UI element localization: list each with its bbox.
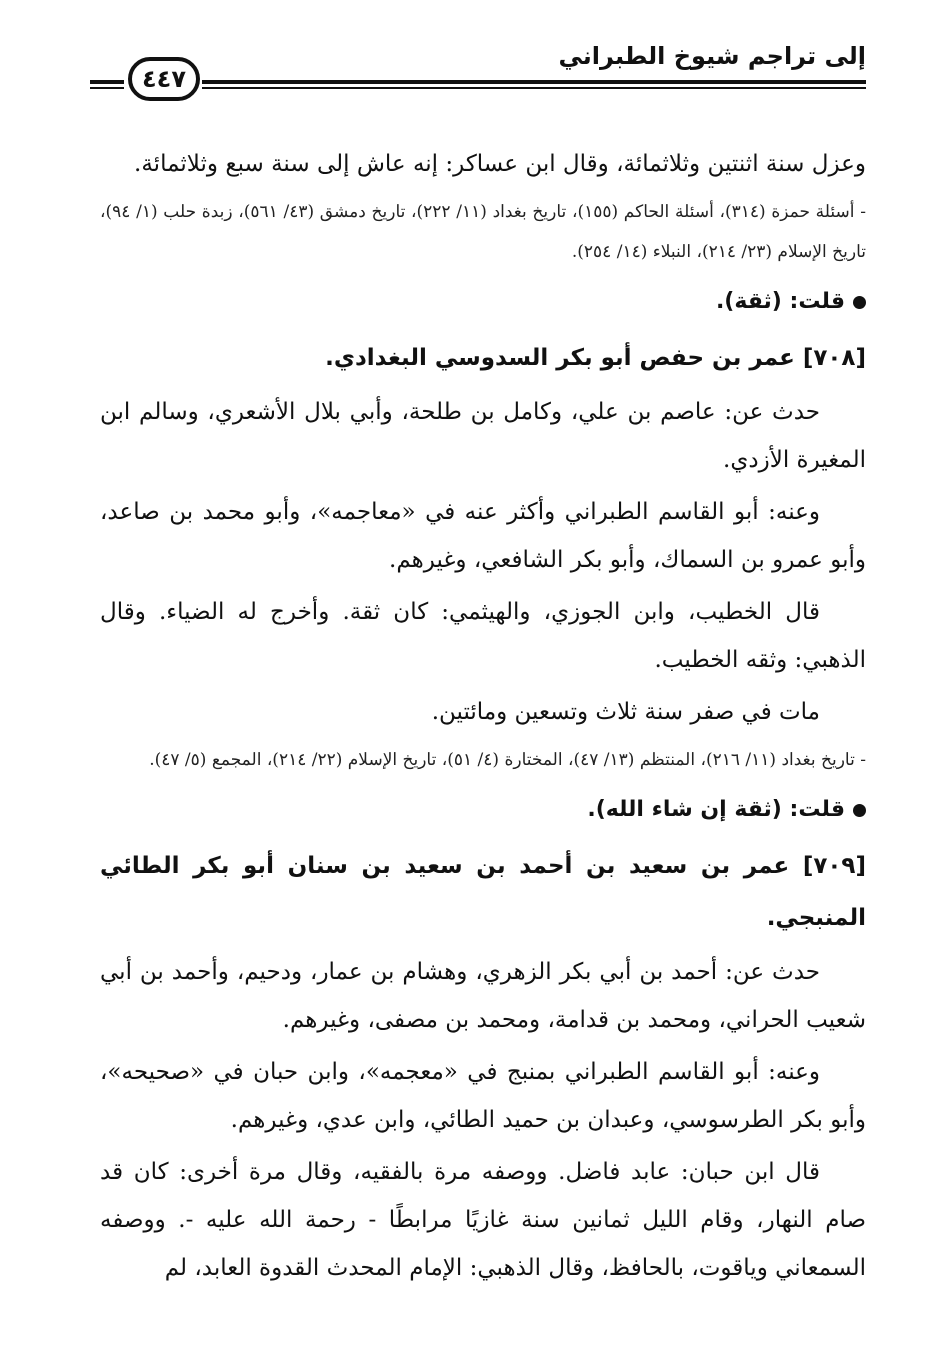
verdict-line: [100, 786, 866, 834]
page-header: [90, 40, 866, 100]
paragraph: وعنه: أبو القاسم الطبراني وأكثر عنه في «معاجمه»، وأبو محمد بن صاعد، وأبو عمرو بن السماك، وأبو بكر الشافعي، وغيرهم.: [100, 499, 866, 573]
running-title: إلى تراجم شيوخ الطبراني: [558, 42, 866, 70]
header-rule: [202, 80, 866, 84]
header-rule-left: [90, 80, 124, 84]
paragraph: حدث عن: عاصم بن علي، وكامل بن طلحة، وأبي بلال الأشعري، وسالم ابن المغيرة الأزدي.: [100, 399, 866, 473]
sources-note: - أسئلة حمزة (٣١٤)، أسئلة الحاكم (١٥٥)، تاريخ بغداد (١١/ ٢٢٢)، تاريخ دمشق (٤٣/ ٥٦١)، زبدة حلب (١/ ٩٤)، تاريخ الإسلام (٢٣/ ٢١٤)، النبلاء (١٤/ ٢٥٤).: [100, 202, 866, 262]
header-rule-thin: [202, 87, 866, 89]
page-number: ٤٤٧: [128, 57, 200, 101]
paragraph: قال الخطيب، وابن الجوزي، والهيثمي: كان ثقة. وأخرج له الضياء. وقال الذهبي: وثقه الخطيب.: [100, 599, 866, 673]
verdict-text: قلت: (ثقة).: [715, 289, 845, 314]
verdict-line: [100, 278, 866, 326]
entry-heading: [٧٠٩] عمر بن سعيد بن أحمد بن سعيد بن سنان أبو بكر الطائي المنبجي.: [100, 853, 866, 931]
paragraph: قال ابن حبان: عابد فاضل. ووصفه مرة بالفقيه، وقال مرة أخرى: كان قد صام النهار، وقام الليل ثمانين سنة غازيًا مرابطًا - رحمة الله عليه -. ووصفه السمعاني وياقوت، بالحافظ، وقال الذهبي: الإمام المحدث القدوة العابد، لم: [100, 1159, 866, 1281]
paragraph: حدث عن: أحمد بن أبي بكر الزهري، وهشام بن عمار، ودحيم، وأحمد بن أبي شعيب الحراني، ومحمد بن قدامة، ومحمد بن مصفى، وغيرهم.: [100, 959, 866, 1033]
paragraph: وعزل سنة اثنتين وثلاثمائة، وقال ابن عساكر: إنه عاش إلى سنة سبع وثلاثمائة.: [134, 151, 866, 177]
bullet-icon: [853, 296, 866, 309]
bullet-icon: [853, 804, 866, 817]
verdict-text: قلت: (ثقة إن شاء الله).: [587, 797, 845, 822]
paragraph: مات في صفر سنة ثلاث وتسعين ومائتين.: [431, 699, 820, 725]
page-body: [100, 140, 866, 1296]
entry-heading: [٧٠٨] عمر بن حفص أبو بكر السدوسي البغدادي.: [325, 345, 866, 371]
header-rule-left-thin: [90, 87, 124, 89]
paragraph: وعنه: أبو القاسم الطبراني بمنبج في «معجمه»، وابن حبان في «صحيحه»، وأبو بكر الطرسوسي، وعبدان بن حميد الطائي، وابن عدي، وغيرهم.: [100, 1059, 866, 1133]
sources-note: - تاريخ بغداد (١١/ ٢١٦)، المنتظم (١٣/ ٤٧)، المختارة (٤/ ٥١)، تاريخ الإسلام (٢٢/ ٢١٤)، المجمع (٥/ ٤٧).: [149, 750, 866, 770]
